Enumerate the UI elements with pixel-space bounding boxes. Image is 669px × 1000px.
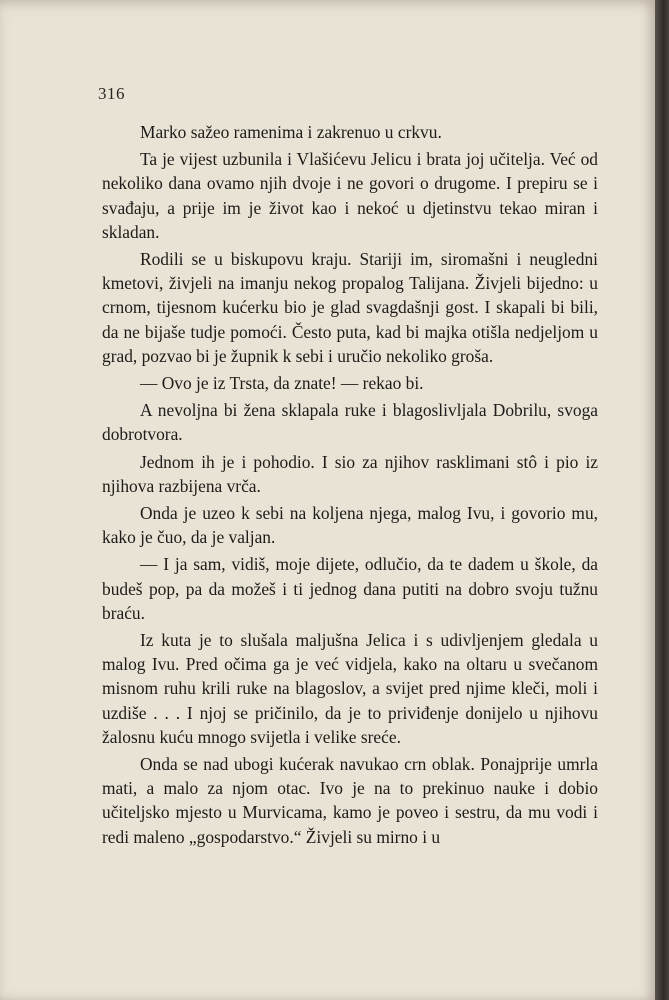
paragraph: Marko sažeo ramenima i zakrenuo u crkvu. (140, 122, 442, 142)
paragraph: Jednom ih je i pohodio. I sio za njihov rasklimani stô i pio iz njihova razbijena vrča. (102, 451, 598, 496)
paragraph: — I ja sam, vidiš, moje dijete, odlučio, da te dadem u škole, da budeš pop, pa da možeš i ti jednog dana putiti na dobro svoju tužnu braću. (102, 554, 598, 623)
body-text (102, 120, 598, 849)
paragraph: Onda je uzeo k sebi na koljena njega, malog Ivu, i govorio mu, kako je čuo, da je valjan. (102, 503, 598, 548)
paragraph: A nevoljna bi žena sklapala ruke i blagoslivljala Dobrilu, svoga dobrotvora. (102, 400, 598, 445)
page-number: 316 (98, 84, 125, 103)
paragraph: Rodili se u biskupovu kraju. Stariji im, siromašni i neugledni kmetovi, živjeli na imanju nekog propalog Talijana. Živjeli bijedno: u crnom, tijesnom kućerku bio je glad svagdašnji gost. I skapali bi bili, da ne bijaše tudje pomoći. Često puta, kad bi majka otišla nedjeljom u grad, pozvao bi je župnik k sebi i uručio nekoliko groša. (102, 249, 598, 366)
book-edge (655, 0, 669, 1000)
paragraph: Iz kuta je to slušala maljušna Jelica i s udivljenjem gledala u malog Ivu. Pred očima ga je već vidjela, kako na oltaru u svečanom misnom ruhu krili ruke na blagoslov, a svijet pred njime kleči, moli i uzdiše . . . I njoj se pričinilo, da je to priviđenje donijelo u njihovu žalosnu kuću mnogo svijetla i velike sreće. (102, 630, 598, 747)
paragraph: Onda se nad ubogi kućerak navukao crn oblak. Ponajprije umrla mati, a malo za njom otac. Ivo je na to prekinuo nauke i dobio učiteljsko mjesto u Murvicama, kamo je poveo i sestru, da mu vodi i redi maleno „gospodarstvo.“ Živjeli su mirno i u (102, 754, 598, 847)
paragraph: Ta je vijest uzbunila i Vlašićevu Jelicu i brata joj učitelja. Već od nekoliko dana ovamo njih dvoje i ne govori o drugome. I prepiru se i svađaju, a prije im je život kao i nekoć u djetinstvu tekao miran i skladan. (102, 149, 598, 242)
paragraph: — Ovo je iz Trsta, da znate! — rekao bi. (140, 373, 424, 394)
